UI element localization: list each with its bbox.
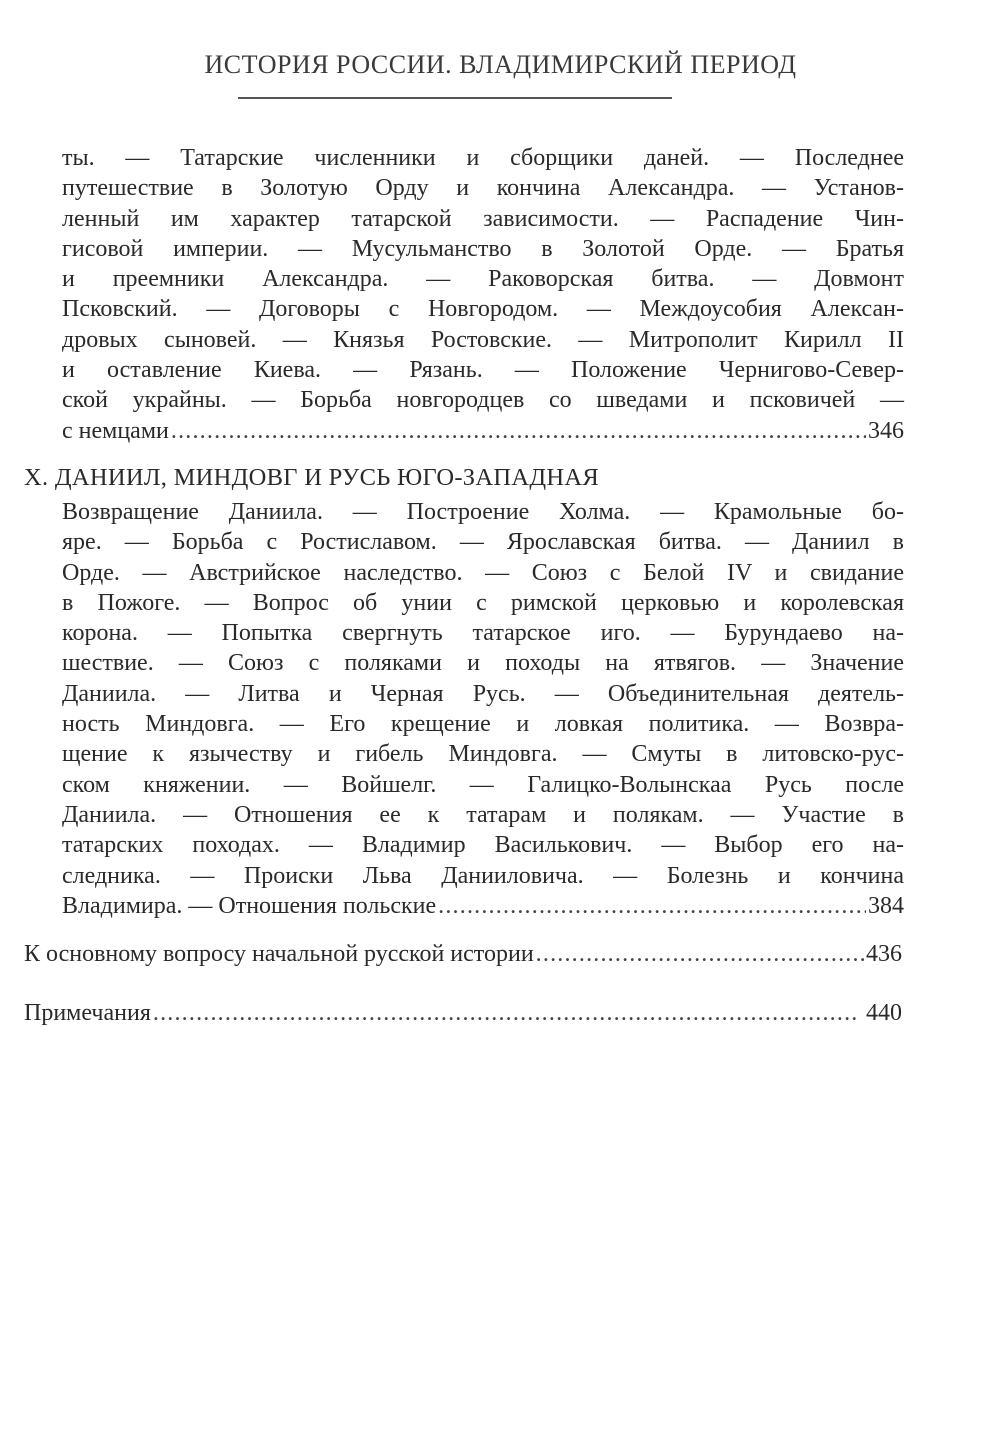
toc-leader-line xyxy=(62,416,904,446)
summary-line: Даниила. — Отношения ее к татарам и полякам. — Участие в xyxy=(62,801,904,828)
summary-line: корона. — Попытка свергнуть татарское иго. — Бурундаево на- xyxy=(62,620,904,647)
chapter-title: X. ДАНИИЛ, МИНДОВГ И РУСЬ ЮГО-ЗАПАДНАЯ xyxy=(24,464,599,491)
summary-line: ской украйны. — Борьба новгородцев со шведами и псковичей — xyxy=(62,387,904,414)
toc-leader-line xyxy=(62,891,904,921)
page-number: 384 xyxy=(868,892,904,919)
summary-last-line: с немцами xyxy=(62,417,169,444)
toc-entry-notes[interactable] xyxy=(24,1000,902,1030)
running-head: ИСТОРИЯ РОССИИ. ВЛАДИМИРСКИЙ ПЕРИОД xyxy=(204,50,797,79)
summary-line: и оставление Киева. — Рязань. — Положение Чернигово-Север- xyxy=(62,357,904,384)
leader-dots xyxy=(171,416,866,446)
summary-last-line: Владимира. — Отношения польские xyxy=(62,892,437,919)
page-number: 440 xyxy=(866,1000,902,1026)
leader-dots xyxy=(153,1000,864,1027)
summary-line: и преемники Александра. — Раковорская битва. — Довмонт xyxy=(62,266,904,293)
summary-line: следника. — Происки Льва Данииловича. — Болезнь и кончина xyxy=(62,862,904,889)
leader-dots xyxy=(438,891,866,921)
summary-line: Псковский. — Договоры с Новгородом. — Междоусобия Алексан- xyxy=(62,296,904,323)
summary-line: ность Миндовга. — Его крещение и ловкая политика. — Возвра- xyxy=(62,711,904,738)
summary-line: яре. — Борьба с Ростиславом. — Ярославская битва. — Даниил в xyxy=(62,529,904,556)
page-number: 436 xyxy=(866,941,902,967)
summary-line: Орде. — Австрийское наследство. — Союз с Белой IV и свидание xyxy=(62,559,904,586)
summary-line: ском княжении. — Войшелг. — Галицко-Волынскаа Русь после xyxy=(62,771,904,798)
summary-line: гисовой империи. — Мусульманство в Золотой Орде. — Братья xyxy=(62,235,904,262)
entry-label: Примечания xyxy=(24,1000,151,1026)
summary-line: ленный им характер татарской зависимости. — Распадение Чин- xyxy=(62,205,904,232)
summary-line: дровых сыновей. — Князья Ростовские. — Митрополит Кирилл II xyxy=(62,326,904,353)
entry-label: К основному вопросу начальной русской истории xyxy=(24,941,534,967)
summary-line: Возвращение Даниила. — Построение Холма. — Крамольные бо- xyxy=(62,499,904,525)
header-rule xyxy=(238,97,672,99)
chapter-ix-summary xyxy=(62,143,904,446)
summary-line: путешествие в Золотую Орду и кончина Александра. — Установ- xyxy=(62,175,904,202)
page-number: 346 xyxy=(868,417,904,444)
toc-entry-main-question[interactable] xyxy=(24,941,902,971)
summary-line: щение к язычеству и гибель Миндовга. — Смуты в литовско-рус- xyxy=(62,741,904,768)
summary-line: шествие. — Союз с поляками и походы на ятвягов. — Значение xyxy=(62,650,904,677)
summary-line: в Пожоге. — Вопрос об унии с римской церковью и королевская xyxy=(62,589,904,616)
chapter-x-summary xyxy=(62,497,904,921)
leader-dots xyxy=(536,941,864,968)
summary-line: татарских походах. — Владимир Василькович. — Выбор его на- xyxy=(62,832,904,859)
summary-line: Даниила. — Литва и Черная Русь. — Объединительная деятель- xyxy=(62,680,904,707)
summary-line: ты. — Татарские численники и сборщики даней. — Последнее xyxy=(62,145,904,171)
